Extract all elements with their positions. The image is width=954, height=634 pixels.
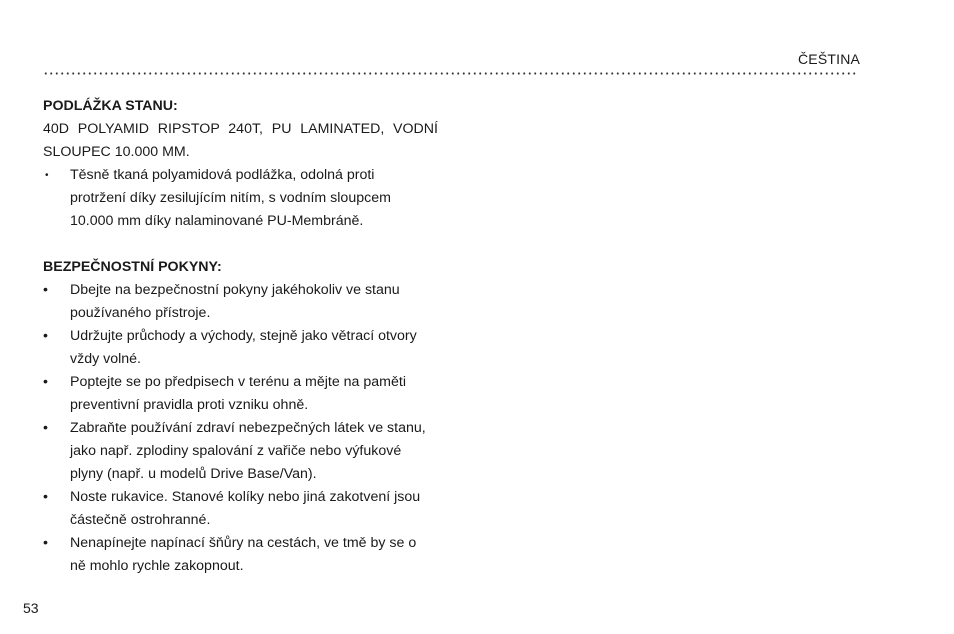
list-item-text: Dbejte na bezpečnostní pokyny jakéhokoliv ve stanu používaného přístroje. (70, 282, 400, 321)
list-item (43, 279, 438, 325)
list-item (43, 486, 438, 532)
floor-spec: 40D POLYAMID RIPSTOP 240T, PU LAMINATED, VODNÍ SLOUPEC 10.000 MM. (43, 121, 438, 160)
list-item (43, 417, 438, 486)
bullet-icon: • (43, 374, 48, 390)
language-label: ČEŠTINA (798, 51, 861, 67)
list-item-text: Poptejte se po předpisech v terénu a mějte na paměti preventivní pravidla proti vzniku ohně. (70, 374, 406, 413)
list-item (43, 325, 438, 371)
list-item-text: Zabraňte používání zdraví nebezpečných látek ve stanu, jako např. zplodiny spalování z vařiče nebo výfukové plyny (např. u modelů Drive Base/Van). (70, 420, 426, 482)
bullet-icon: • (43, 282, 48, 298)
list-item-text: Nenapínejte napínací šňůry na cestách, ve tmě by se o ně mohlo rychle zakopnout. (70, 535, 417, 574)
bullet-icon: • (43, 328, 48, 344)
list-item-text: Noste rukavice. Stanové kolíky nebo jiná zakotvení jsou částečně ostrohranné. (70, 489, 421, 528)
dotted-divider (43, 72, 858, 75)
safety-bullet-list (43, 279, 438, 578)
list-item-text: Těsně tkaná polyamidová podlážka, odolná proti protržení díky zesilujícím nitím, s vodním sloupcem 10.000 mm díky nalaminované PU-Membráně. (70, 167, 391, 229)
list-item (43, 371, 438, 417)
safety-heading: BEZPEČNOSTNÍ POKYNY: (43, 259, 222, 275)
page-number: 53 (23, 600, 39, 616)
bullet-icon: • (43, 489, 48, 505)
floor-heading: PODLÁŽKA STANU: (43, 98, 178, 114)
floor-bullet-list (43, 164, 438, 233)
main-content (43, 95, 438, 578)
section-spacer (43, 233, 438, 256)
bullet-icon: • (43, 420, 48, 436)
list-item (43, 532, 438, 578)
bullet-icon: • (45, 170, 49, 181)
floor-section (43, 95, 438, 233)
bullet-icon: • (43, 535, 48, 551)
list-item-text: Udržujte průchody a východy, stejně jako větrací otvory vždy volné. (70, 328, 417, 367)
safety-section (43, 256, 438, 578)
list-item (43, 164, 438, 233)
